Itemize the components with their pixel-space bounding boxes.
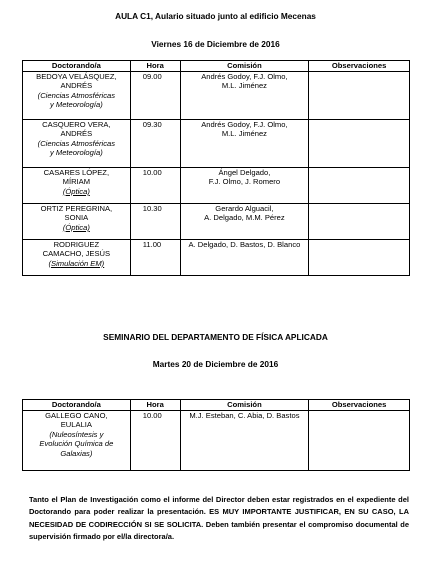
doctorando-name: SONIA <box>64 213 89 223</box>
programa: Evolución Química de <box>39 439 114 449</box>
observaciones-cell <box>309 411 410 471</box>
observaciones-cell <box>309 120 410 168</box>
col-doctorando: Doctorando/a <box>23 61 131 72</box>
section2-heading: SEMINARIO DEL DEPARTAMENTO DE FÍSICA APLICADA <box>103 332 328 342</box>
comision-line: A. Delgado, D. Bastos, D. Blanco <box>188 240 301 249</box>
comision-line: Andrés Godoy, F.J. Olmo, <box>201 120 288 129</box>
comision-cell <box>180 120 309 168</box>
section1-heading: AULA C1, Aulario situado junto al edificio Mecenas <box>115 11 316 21</box>
comision-line: M.L. Jiménez <box>221 129 267 139</box>
col-hora: Hora <box>130 61 180 72</box>
section2-date: Martes 20 de Diciembre de 2016 <box>152 359 279 369</box>
doctorando-name: CAMACHO, JESÚS <box>42 249 111 259</box>
programa: (Ciencias Atmosféricas <box>37 90 116 100</box>
schedule-table-2 <box>22 399 410 471</box>
table1-header <box>23 61 410 72</box>
table-row <box>23 204 410 240</box>
programa: (Simulación EM) <box>48 258 105 268</box>
col-comision: Comisión <box>180 61 309 72</box>
programa: y Meteorología) <box>49 100 103 110</box>
comision-cell <box>180 168 309 204</box>
hora-cell: 10.00 <box>130 168 180 204</box>
programa: (Ciencias Atmosféricas <box>37 138 116 148</box>
col-comision: Comisión <box>180 400 309 411</box>
doctorando-cell <box>23 120 131 168</box>
comision-cell <box>180 204 309 240</box>
comision-line: F.J. Olmo, J. Romero <box>208 177 281 187</box>
comision-line: Gerardo Alguacil, <box>215 204 274 213</box>
doctorando-name: CASARES LÓPEZ, <box>43 168 110 177</box>
comision-cell <box>180 240 309 276</box>
comision-line: Andrés Godoy, F.J. Olmo, <box>201 72 288 81</box>
observaciones-cell <box>309 240 410 276</box>
hora-cell: 10.00 <box>130 411 180 471</box>
table-row <box>23 240 410 276</box>
col-observaciones: Observaciones <box>309 61 410 72</box>
doctorando-name: EULALIA <box>60 420 92 430</box>
comision-cell <box>180 72 309 120</box>
programa: (Nuleosíntesis y <box>49 429 104 439</box>
observaciones-cell <box>309 72 410 120</box>
comision-cell <box>180 411 309 471</box>
doctorando-name: BEDOYA VELÁSQUEZ, <box>36 72 117 81</box>
col-observaciones: Observaciones <box>309 400 410 411</box>
programa: Galaxias) <box>60 448 93 458</box>
comision-line: A. Delgado, M.M. Pérez <box>204 213 285 223</box>
doctorando-name: GALLEGO CANO, <box>45 411 108 420</box>
comision-line: M.J. Esteban, C. Abia, D. Bastos <box>189 411 300 420</box>
hora-cell: 11.00 <box>130 240 180 276</box>
programa: (Óptica) <box>62 186 90 196</box>
hora-cell: 10.30 <box>130 204 180 240</box>
doctorando-name: ORTIZ PEREGRINA, <box>40 204 113 213</box>
hora-cell: 09.30 <box>130 120 180 168</box>
observaciones-cell <box>309 204 410 240</box>
table-row <box>23 120 410 168</box>
section1-date: Viernes 16 de Diciembre de 2016 <box>151 39 280 49</box>
table-row <box>23 168 410 204</box>
table-row <box>23 411 410 471</box>
col-doctorando: Doctorando/a <box>23 400 131 411</box>
schedule-table-1 <box>22 60 410 276</box>
doctorando-name: ANDRÉS <box>60 129 93 139</box>
doctorando-name: MÍRIAM <box>62 177 91 187</box>
programa: (Óptica) <box>62 222 90 232</box>
comision-line: M.L. Jiménez <box>221 81 267 91</box>
doctorando-name: ANDRÉS <box>60 81 93 91</box>
hora-cell: 09.00 <box>130 72 180 120</box>
comision-line: Ángel Delgado, <box>218 168 271 177</box>
col-hora: Hora <box>130 400 180 411</box>
programa: y Meteorología) <box>49 148 103 158</box>
table2-header <box>23 400 410 411</box>
doctorando-name: CASQUERO VERA, <box>42 120 111 129</box>
doctorando-name: RODRIGUEZ <box>53 240 100 249</box>
doctorando-cell <box>23 204 131 240</box>
doctorando-cell <box>23 411 131 471</box>
footer-note: Tanto el Plan de Investigación como el informe del Director deben estar registrados en el expediente del Doctorando para poder realizar la presentación. ES MUY IMPORTANTE JUSTIFICAR, EN SU CASO, LA NECESIDAD DE CODIRECCIÓN SI SE SOLICITA. Deben también presentar el compromiso documental de supervisión firmado por el/la directora/a. <box>29 495 409 541</box>
table-row <box>23 72 410 120</box>
observaciones-cell <box>309 168 410 204</box>
doctorando-cell <box>23 168 131 204</box>
doctorando-cell <box>23 72 131 120</box>
doctorando-cell <box>23 240 131 276</box>
